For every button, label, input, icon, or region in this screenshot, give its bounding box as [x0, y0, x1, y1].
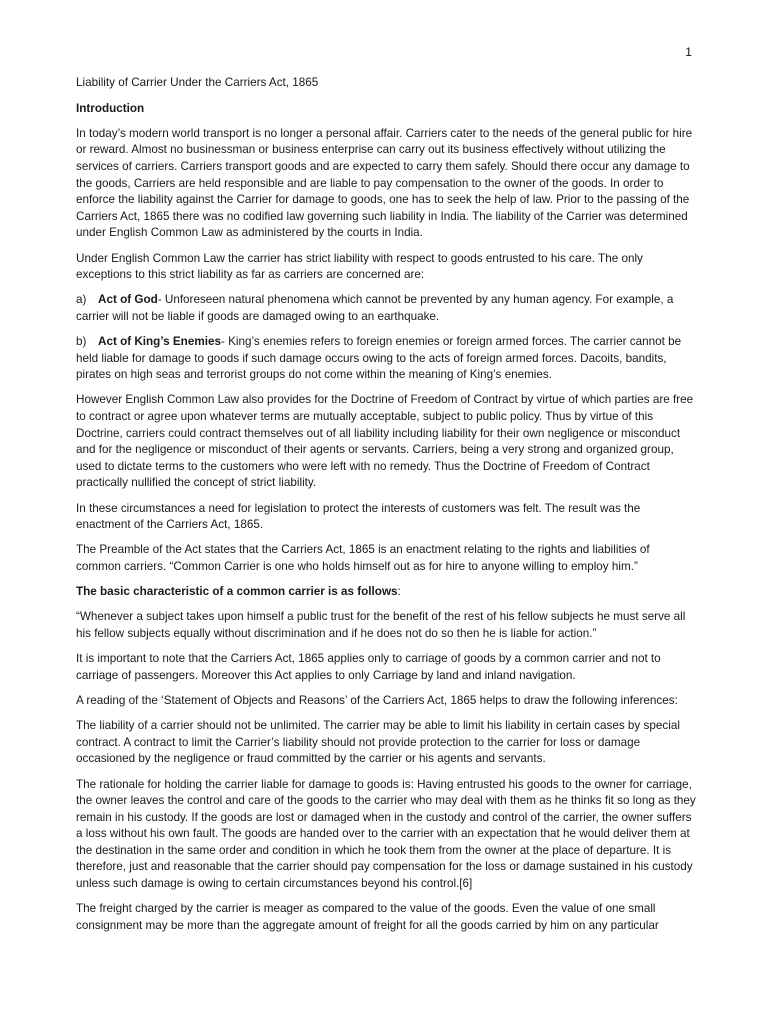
paragraph-freedom-of-contract: However English Common Law also provides for the Doctrine of Freedom of Contract by virtue of which parties are free to contract or agree upon whatever terms are mutually acceptable, subject to public policy. Thus by virtue of this Doctrine, carriers could contract themselves out of all liability including liability for their own negligence or misconduct and for the negligence or misconduct of their agents or servants. Carriers, being a very strong and organized group, used to dictate terms to the customers who were left with no remedy. Thus the Doctrine of Freedom of Contract practically nullified the concept of strict liability.	[76, 393, 694, 490]
paragraph-intro: In today’s modern world transport is no longer a personal affair. Carriers cater to the needs of the general public for hire or reward. Almost no businessman or business enterprise can carry out its business effectively without utilizing the services of carriers. Carriers transport goods and are expected to carry them safely. Should there occur any damage to the goods, Carriers are held responsible and are liable to pay compensation to the owner of the goods. In order to enforce the liability against the Carrier for damage to goods, one has to seek the help of law. Prior to the passing of the Carriers Act, 1865 there was no codified law governing such liability in India. The liability of the Carrier was determined under English Common Law as administered by the courts in India.	[76, 126, 693, 240]
paragraph-need-for-legislation: In these circumstances a need for legislation to protect the interests of customers was felt. The result was the enactment of the Carriers Act, 1865.	[76, 501, 641, 532]
definition-kings-enemies: - King’s enemies refers to foreign enemies or foreign armed forces. The carrier cannot be held liable for damage to goods if such damage occurs owing to the acts of foreign armed forces. Dacoits, bandits, pirates on high seas and terrorist groups do not come within the meaning of King’s enemies.	[76, 335, 682, 382]
paragraph-strict-liability: Under English Common Law the carrier has strict liability with respect to goods entrusted to his care. The only exceptions to this strict liability as far as carriers are concerned are:	[76, 251, 643, 282]
characteristic-colon: :	[397, 585, 401, 599]
introduction-heading: Introduction	[76, 101, 145, 115]
term-act-of-god: Act of God	[98, 293, 158, 307]
list-item-act-of-god	[76, 292, 696, 325]
paragraph-rationale: The rationale for holding the carrier liable for damage to goods is: Having entrusted his goods to the owner for carriage, the owner leaves the control and care of the goods to the carrier who may deal with them as he thinks fit so long as they remain in his custody. If the goods are lost or damaged when in the custody and control of the carrier, the owner suffers a loss without his own fault. The goods are handed over to the carrier with an expectation that he would deliver them at the destination in the same order and condition in which he took them from the owner at the place of departure. It is therefore, just and reasonable that the carrier should pay compensation for the loss or damage sustained in his custody unless such damage is owing to certain circumstances beyond his control.[6]	[76, 777, 696, 891]
characteristic-heading-line	[76, 584, 696, 601]
list-marker-a: a)	[76, 293, 87, 307]
document-title: Liability of Carrier Under the Carriers Act, 1865	[76, 76, 319, 89]
paragraph-scope-of-act: It is important to note that the Carriers Act, 1865 applies only to carriage of goods by a common carrier and not to carriage of passengers. Moreover this Act applies to only Carriage by land and inland navigation.	[76, 652, 661, 682]
paragraph-public-trust-quote: “Whenever a subject takes upon himself a public trust for the benefit of the rest of his fellow subjects he must serve all his fellow subjects equally without discrimination and if he does not do so then he is liable for action.”	[76, 610, 686, 640]
list-marker-b: b)	[76, 335, 87, 349]
document-body	[76, 75, 696, 943]
paragraph-freight: The freight charged by the carrier is meager as compared to the value of the goods. Even the value of one small consignment may be more than the aggregate amount of freight for all the goods carried by him on any particular	[76, 902, 659, 932]
characteristic-heading: The basic characteristic of a common carrier is as follows	[76, 585, 398, 599]
paragraph-limited-liability: The liability of a carrier should not be unlimited. The carrier may be able to limit his liability in certain cases by special contract. A contract to limit the Carrier’s liability should not provide protection to the carrier for loss or damage occasioned by the negligence or fraud committed by the carrier or his agents and servants.	[76, 719, 680, 766]
paragraph-preamble: The Preamble of the Act states that the Carriers Act, 1865 is an enactment relating to the rights and liabilities of common carriers. “Common Carrier is one who holds himself out as for hire to anyone willing to employ him.”	[76, 543, 650, 573]
term-kings-enemies: Act of King’s Enemies	[98, 335, 221, 349]
paragraph-statement-of-objects: A reading of the ‘Statement of Objects and Reasons’ of the Carriers Act, 1865 helps to draw the following inferences:	[76, 693, 678, 707]
page-number: 1	[685, 45, 692, 59]
list-item-kings-enemies	[76, 334, 696, 384]
definition-act-of-god: - Unforeseen natural phenomena which cannot be prevented by any human agency. For example, a carrier will not be liable if goods are damaged owing to an earthquake.	[76, 293, 674, 323]
